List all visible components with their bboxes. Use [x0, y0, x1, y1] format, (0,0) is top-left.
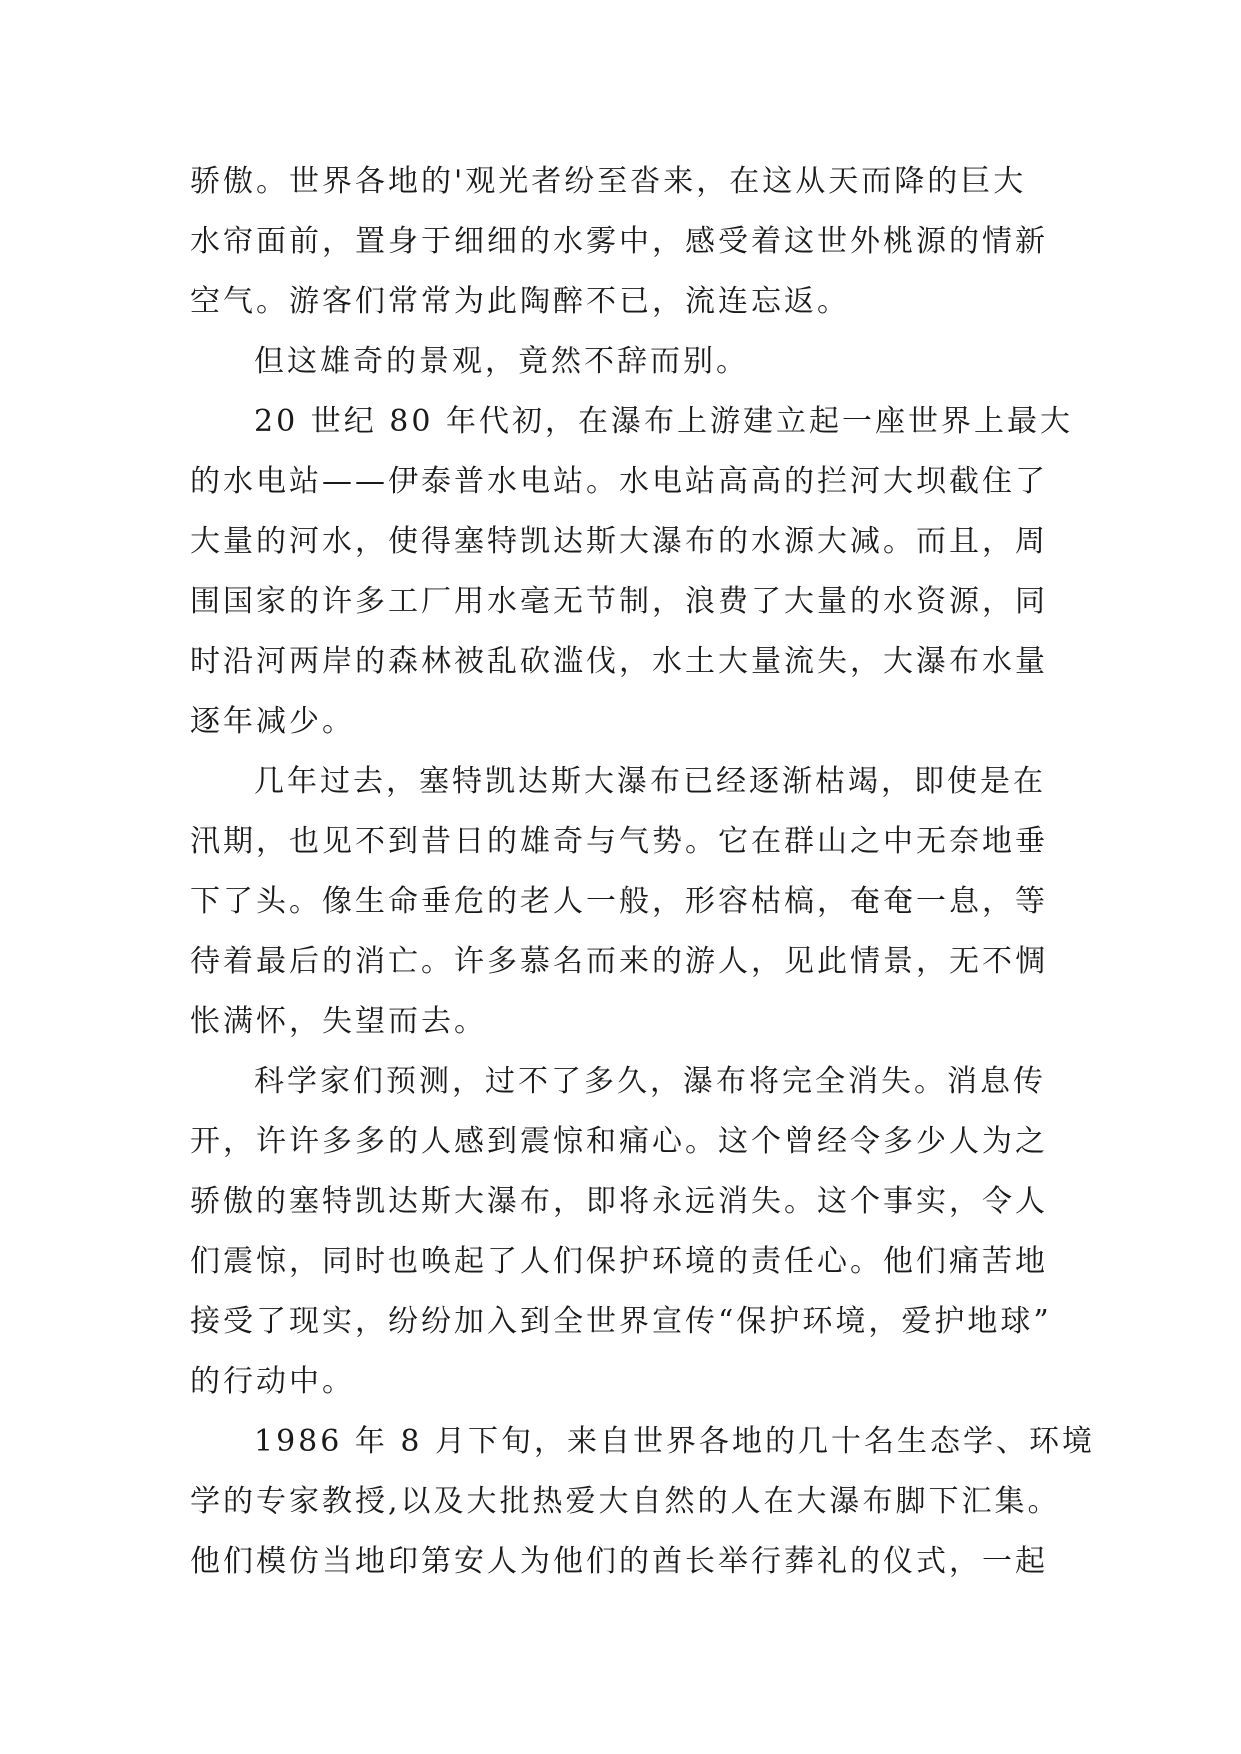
text-line: 水帘面前，置身于细细的水雾中，感受着这世外桃源的情新 [190, 224, 1048, 259]
paragraph-first-line: 1986 年 8 月下旬，来自世界各地的几十名生态学、环境 [254, 1424, 1096, 1459]
paragraph-first-line: 科学家们预测，过不了多久，瀑布将完全消失。消息传 [254, 1064, 1046, 1099]
text-line: 下了头。像生命垂危的老人一般，形容枯槁，奄奄一息，等 [190, 884, 1048, 919]
text-line: 汛期，也见不到昔日的雄奇与气势。它在群山之中无奈地垂 [190, 824, 1048, 859]
paragraph-first-line: 几年过去，塞特凯达斯大瀑布已经逐渐枯竭，即使是在 [254, 764, 1046, 799]
text-line: 的水电站——伊泰普水电站。水电站高高的拦河大坝截住了 [190, 464, 1048, 499]
text-line: 接受了现实，纷纷加入到全世界宣传“保护环境，爱护地球” [190, 1304, 1052, 1339]
paragraph-first-line: 20 世纪 80 年代初，在瀑布上游建立起一座世界上最大 [254, 404, 1073, 439]
text-line: 围国家的许多工厂用水毫无节制，浪费了大量的水资源，同 [190, 584, 1048, 619]
text-line: 怅满怀，失望而去。 [190, 1004, 487, 1039]
text-line: 大量的河水，使得塞特凯达斯大瀑布的水源大减。而且，周 [190, 524, 1048, 559]
text-line: 时沿河两岸的森林被乱砍滥伐，水土大量流失，大瀑布水量 [190, 644, 1048, 679]
text-line: 空气。游客们常常为此陶醉不已，流连忘返。 [190, 284, 850, 319]
text-line: 他们模仿当地印第安人为他们的酋长举行葬礼的仪式，一起 [190, 1544, 1048, 1579]
text-line: 开，许许多多的人感到震惊和痛心。这个曾经令多少人为之 [190, 1124, 1048, 1159]
text-line: 的行动中。 [190, 1364, 355, 1399]
text-line: 骄傲。世界各地的'观光者纷至沓来，在这从天而降的巨大 [190, 164, 1027, 199]
text-line: 骄傲的塞特凯达斯大瀑布，即将永远消失。这个事实，令人 [190, 1184, 1048, 1219]
text-line: 学的专家教授,以及大批热爱大自然的人在大瀑布脚下汇集。 [190, 1484, 1061, 1519]
text-line: 待着最后的消亡。许多慕名而来的游人，见此情景，无不惆 [190, 944, 1048, 979]
text-line: 们震惊，同时也唤起了人们保护环境的责任心。他们痛苦地 [190, 1244, 1048, 1279]
paragraph-first-line: 但这雄奇的景观，竟然不辞而别。 [254, 344, 749, 379]
body-text [190, 152, 1096, 1592]
text-line: 逐年减少。 [190, 704, 355, 739]
